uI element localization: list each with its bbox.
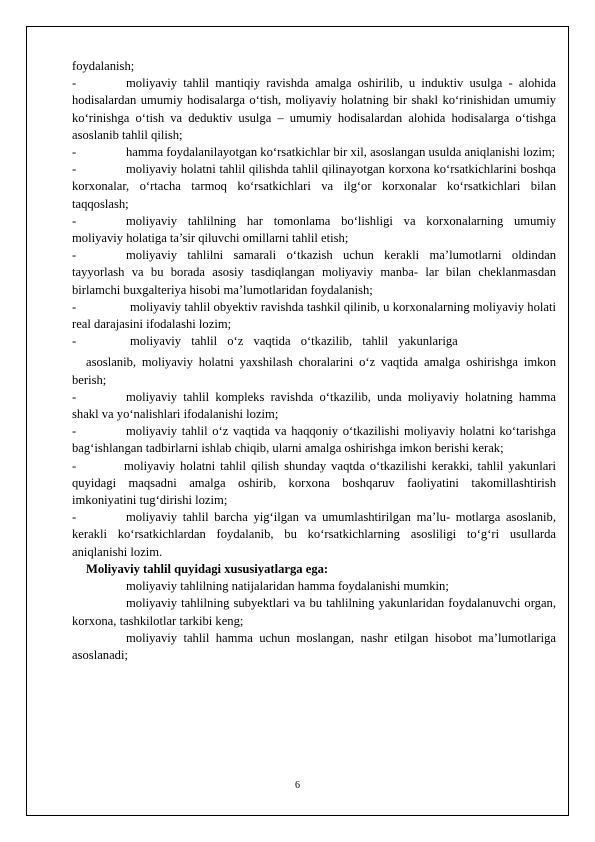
list-item-text: moliyaviy holatni tahlil qilishda tahlil qilinayotgan korxona ko‘rsatkichlarini boshqa korxonalar, o‘rtacha tarmoq ko‘rsatkichlari va ilg‘or korxonalar ko‘rsatkichlari bilan taqqoslash; (72, 162, 556, 211)
list-item (72, 213, 556, 247)
document-body (72, 58, 556, 664)
dash-bullet: - (72, 76, 77, 91)
feature-text: moliyaviy tahlilning subyektlari va bu tahlilning yakunlaridan foydalanuvchi organ, korxona, tashkilotlar tarkibi keng; (72, 596, 556, 628)
feature-text: moliyaviy tahlil hamma uchun moslangan, nashr etilgan hisobot ma’lumotlariga asoslanadi; (72, 630, 556, 662)
feature-item (72, 595, 556, 629)
list-item-text: moliyaviy tahlil o‘z vaqtida o‘tkazilib, tahlil yakunlariga (130, 334, 458, 349)
page-number: 6 (295, 780, 300, 791)
dash-bullet: - (72, 213, 77, 228)
list-item-text: hamma foydalanilayotgan ko‘rsatkichlar bir xil, asoslangan usulda aniqlanishi lozim; (126, 145, 556, 160)
list-item-text: moliyaviy tahlil mantiqiy ravishda amalga oshirilib, u induktiv usulga - alohida hodisalardan umumiy hodisalarga o‘tish, moliyaviy holatning bir shakl ko‘rinishidan umumiy ko‘rinishga o‘tish va deduktiv usulga – umumiy hodisalardan alohida hodisalarga o‘tishga asoslanib tahlil qilish; (72, 76, 556, 142)
dash-bullet: - (72, 510, 77, 525)
dash-bullet: - (72, 389, 77, 404)
dash-bullet: - (72, 334, 77, 349)
list-item (72, 333, 556, 350)
list-item-text: moliyaviy holatni tahlil qilish shunday vaqtda o‘tkazilishi kerakki, tahlil yakunlari quyidagi maqsadni amalga oshirib, korxona boshqaruv faoliyatini takomillashtirish imkoniyatini tug‘dirishi lozim; (72, 458, 556, 508)
list-item (72, 423, 556, 457)
feature-item (72, 630, 556, 664)
list-item (72, 389, 556, 423)
dash-bullet: - (72, 248, 77, 263)
dash-bullet: - (72, 162, 77, 177)
list-item-text: moliyaviy tahlil o‘z vaqtida va haqqoniy o‘tkazilishi moliyaviy holatni ko‘tarishga bag‘ishlangan tadbirlarni ishlab chiqib, ularni amalga oshirishga imkon berishi kerak; (72, 424, 556, 456)
list-item-text: moliyaviy tahlilning har tomonlama bo‘lishligi va korxonalarning umumiy moliyaviy holatiga ta’sir qiluvchi omillarni tahlil etish; (72, 213, 556, 246)
list-item-text: moliyaviy tahlilni samarali o‘tkazish uchun kerakli ma’lumotlarni oldindan tayyorlash va bu borada asosiy tasdiqlangan moliyaviy manba- lar bilan cheklanmasdan birlamchi buxgalteriya hisobi ma’lumotlaridan foydalanish; (72, 248, 556, 297)
dash-bullet: - (72, 458, 77, 473)
opening-line: foydalanish; (72, 59, 135, 73)
list-item (72, 458, 556, 510)
dash-bullet: - (72, 145, 77, 160)
list-item (72, 509, 556, 561)
list-item (72, 299, 556, 333)
list-item-text: moliyaviy tahlil kompleks ravishda o‘tkazilib, unda moliyaviy holatning hamma shakl va yo‘nalishlari ifodalanishi lozim; (72, 389, 556, 422)
list-item (72, 161, 556, 213)
dash-bullet: - (72, 424, 77, 439)
continuation-text: asoslanib, moliyaviy holatni yaxshilash choralarini o‘z vaqtida amalga oshirishga imkon berish; (72, 355, 556, 387)
section-heading: Moliyaviy tahlil quyidagi xususiyatlarga ega: (86, 561, 329, 576)
list-item (72, 144, 556, 161)
list-item (72, 75, 556, 144)
list-item-text: moliyaviy tahlil barcha yig‘ilgan va umumlashtirilgan ma’lu- motlarga asoslanib, kerakli ko‘rsatkichlardan foydalanib, bu ko‘rsatkichlarning asosliligi to‘g‘ri usullarda aniqlanishi lozim. (72, 510, 556, 559)
dash-bullet: - (72, 299, 77, 314)
list-item (72, 247, 556, 299)
feature-text: moliyaviy tahlilning natijalaridan hamma foydalanishi mumkin; (126, 579, 449, 594)
feature-item (72, 578, 556, 595)
list-item-text: moliyaviy tahlil obyektiv ravishda tashkil qilinib, u korxonalarning moliyaviy holati real darajasini ifodalashi lozim; (72, 299, 556, 332)
